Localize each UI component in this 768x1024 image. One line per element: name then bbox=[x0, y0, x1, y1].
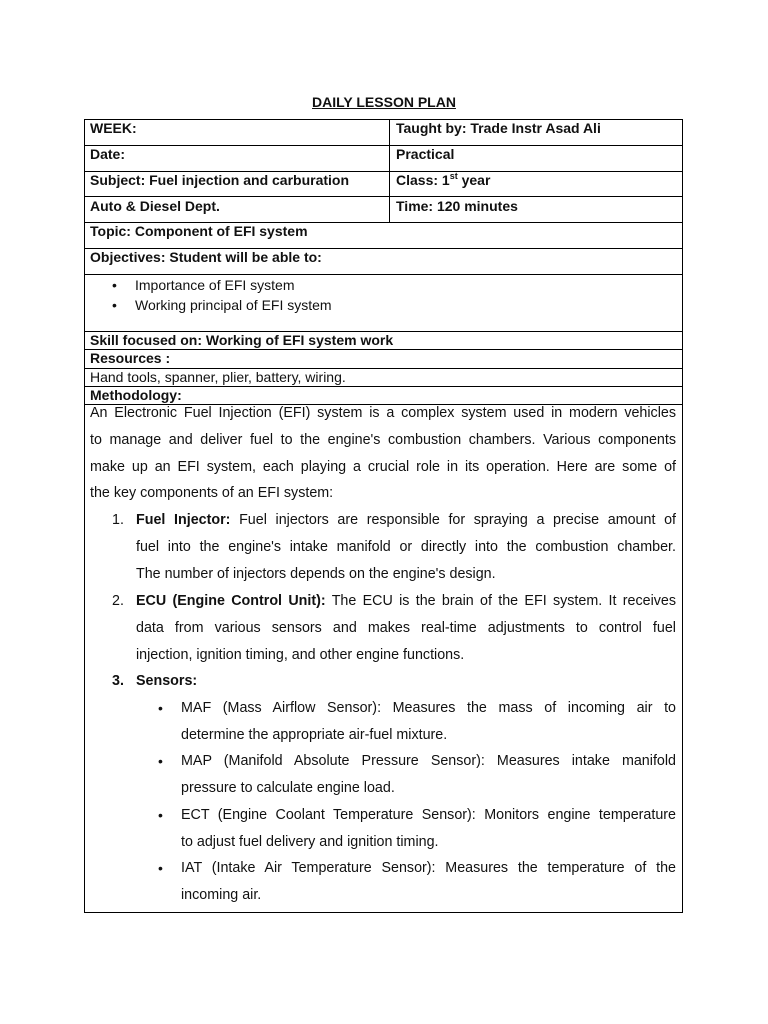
sensor-line: incoming air. bbox=[181, 886, 262, 903]
bullet-icon: • bbox=[158, 700, 163, 716]
resources-label: Resources : bbox=[90, 350, 171, 366]
department: Auto & Diesel Dept. bbox=[90, 198, 220, 214]
item-term: Sensors: bbox=[136, 673, 198, 689]
class-suffix: year bbox=[457, 172, 491, 188]
sensor-item bbox=[181, 802, 676, 856]
practical-label: Practical bbox=[396, 146, 455, 162]
row-divider bbox=[84, 145, 683, 146]
fuel-injector-item bbox=[136, 507, 676, 587]
intro-line: to manage and deliver fuel to the engine's combustion chambers. Various components bbox=[90, 431, 676, 448]
objectives-label: Objectives: Student will be able to: bbox=[90, 249, 322, 265]
intro-line: make up an EFI system, each playing a crucial role in its operation. Here are some of bbox=[90, 458, 676, 475]
item-first-line bbox=[136, 507, 676, 534]
item-line: data from various sensors and makes real-time adjustments to control fuel bbox=[136, 619, 676, 636]
item-number: 3. bbox=[112, 673, 124, 689]
time-field: Time: 120 minutes bbox=[396, 198, 518, 214]
class-prefix: Class: 1 bbox=[396, 172, 450, 188]
item-line: The number of injectors depends on the engine's design. bbox=[136, 565, 496, 582]
item-line: injection, ignition timing, and other engine functions. bbox=[136, 646, 465, 663]
resources-text: Hand tools, spanner, plier, battery, wiring. bbox=[90, 369, 346, 385]
row-divider bbox=[84, 196, 683, 197]
item-number: 2. bbox=[112, 593, 124, 609]
intro-line: An Electronic Fuel Injection (EFI) system is a complex system used in modern vehicles bbox=[90, 405, 676, 421]
subject: Subject: Fuel injection and carburation bbox=[90, 172, 350, 188]
column-divider bbox=[389, 119, 390, 222]
bullet-icon: • bbox=[158, 753, 163, 769]
sensor-item bbox=[181, 748, 676, 802]
intro-line: the key components of an EFI system: bbox=[90, 485, 334, 502]
class-superscript: st bbox=[449, 171, 458, 181]
row-divider bbox=[84, 349, 683, 350]
sensor-line: IAT (Intake Air Temperature Sensor): Measures the temperature of the bbox=[181, 860, 676, 876]
sensor-line: determine the appropriate air-fuel mixture. bbox=[181, 726, 448, 743]
skill-focused: Skill focused on: Working of EFI system work bbox=[90, 332, 394, 348]
sensor-line: MAF (Mass Airflow Sensor): Measures the mass of incoming air to bbox=[181, 700, 676, 716]
objective-item: • Working principal of EFI system bbox=[108, 295, 332, 315]
sensor-item bbox=[181, 695, 676, 749]
bullet-icon: • bbox=[158, 860, 163, 876]
sensors-item bbox=[136, 668, 676, 695]
item-text: The ECU is the brain of the EFI system. It receives bbox=[325, 593, 676, 609]
bullet-icon: • bbox=[158, 807, 163, 823]
week-label: WEEK: bbox=[90, 120, 137, 136]
objective-item: • Importance of EFI system bbox=[108, 275, 332, 295]
objectives-list bbox=[108, 275, 332, 315]
item-line: fuel into the engine's intake manifold or directly into the combustion chamber. bbox=[136, 538, 676, 555]
sensor-line: ECT (Engine Coolant Temperature Sensor): Monitors engine temperature bbox=[181, 807, 676, 823]
sensor-line: pressure to calculate engine load. bbox=[181, 779, 395, 796]
date-label: Date: bbox=[90, 146, 126, 162]
item-term: ECU (Engine Control Unit): bbox=[136, 593, 326, 609]
sensor-line: MAP (Manifold Absolute Pressure Sensor): Measures intake manifold bbox=[181, 753, 676, 769]
class-field bbox=[396, 172, 490, 188]
topic: Topic: Component of EFI system bbox=[90, 223, 308, 239]
methodology-label: Methodology: bbox=[90, 387, 182, 403]
taught-by: Taught by: Trade Instr Asad Ali bbox=[396, 120, 601, 136]
item-number: 1. bbox=[112, 512, 124, 528]
methodology-intro bbox=[90, 400, 676, 507]
item-first-line bbox=[136, 668, 676, 695]
item-text: Fuel injectors are responsible for spraying a precise amount of bbox=[230, 512, 676, 528]
item-first-line bbox=[136, 588, 676, 615]
page-title: DAILY LESSON PLAN bbox=[312, 94, 456, 110]
sensor-line: to adjust fuel delivery and ignition timing. bbox=[181, 833, 439, 850]
ecu-item bbox=[136, 588, 676, 668]
sensor-item bbox=[181, 855, 676, 909]
item-term: Fuel Injector: bbox=[136, 512, 231, 528]
